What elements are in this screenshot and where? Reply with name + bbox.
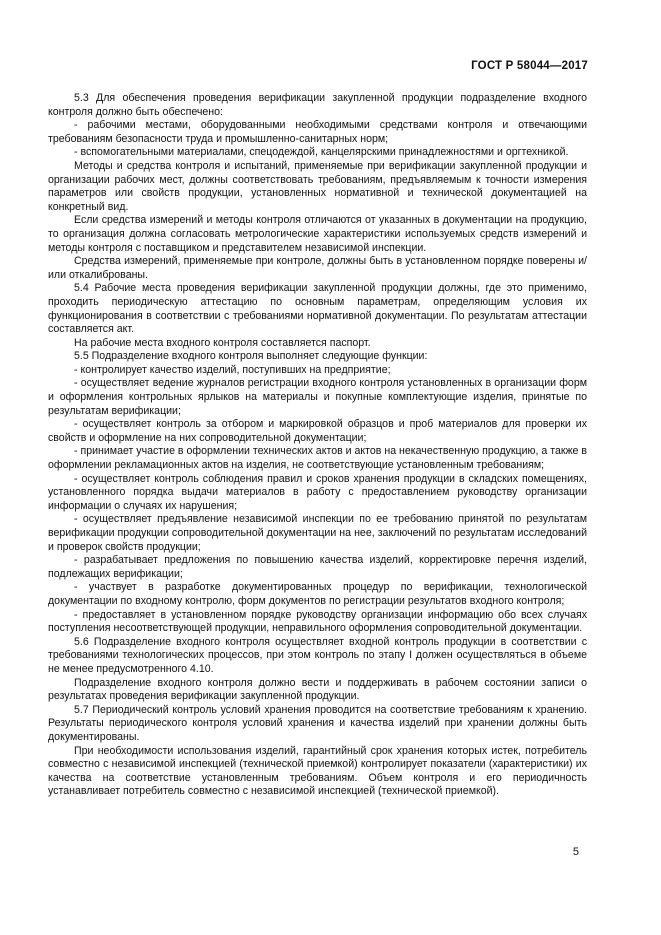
paragraph: При необходимости использования изделий, гарантийный срок хранения которых истек, потребитель совместно с независимой инспекцией (технической приемкой) контролирует показатели (характеристики) их качества на соответствие установленным требованиям. Объем контроля и его периодичность устанавливает потребитель совместно с независимой инспекцией (технической приемкой). bbox=[48, 744, 587, 798]
document-body bbox=[48, 92, 587, 799]
list-item: - контролирует качество изделий, поступивших на предприятие; bbox=[74, 363, 391, 376]
paragraph: 5.5 Подразделение входного контроля выполняет следующие функции: bbox=[74, 350, 428, 363]
list-item: - вспомогательными материалами, спецодеждой, канцелярскими принадлежностями и оргтехникой. bbox=[74, 146, 569, 159]
list-item: - осуществляет контроль за отбором и маркировкой образцов и проб материалов для проверки их свойств и оформление на них сопроводительной документации; bbox=[48, 418, 587, 444]
list-item: - осуществляет ведение журналов регистрации входного контроля установленных в организации форм и оформления контрольных ярлыков на материалы и покупные комплектующие изделия, принятые по результатам верификации; bbox=[48, 377, 587, 417]
paragraph: 5.7 Периодический контроль условий хранения проводится на соответствие требованиям к хранению. Результаты периодического контроля условий хранения и качества изделий при хранении должны быть документированы. bbox=[48, 703, 587, 743]
list-item: - участвует в разработке документированных процедур по верификации, технологической документации по входному контролю, форм документов по регистрации результатов входного контроля; bbox=[48, 581, 587, 607]
list-item: - принимает участие в оформлении технических актов и актов на некачественную продукцию, а также в оформлении рекламационных актов на изделия, не соответствующие установленным требованиям; bbox=[48, 445, 588, 472]
paragraph: 5.4 Рабочие места проведения верификации закупленной продукции должны, где это применимо, проходить периодическую аттестацию по основным параметрам, определяющим условия их функционирования в соответствии с требованиями нормативной документации. По результатам аттестации составляется акт. bbox=[48, 282, 587, 336]
paragraph: 5.6 Подразделение входного контроля осуществляет входной контроль продукции в соответствии с требованиями технологических процессов, при этом контроль по этапу I должен осуществляться в объеме не менее предусмотренного 4.10. bbox=[48, 635, 587, 675]
page-number: 5 bbox=[572, 846, 579, 858]
list-item: - осуществляет контроль соблюдения правил и сроков хранения продукции в складских помещениях, установленного порядка выдачи материалов в работу с предоставлением руководству организации информации о случаях их нарушения; bbox=[48, 472, 587, 512]
list-item: - осуществляет предъявление независимой инспекции по ее требованию принятой по результатам верификации продукции сопроводительной документации на нее, заключений по результатам исследований и проверок свойств продукции; bbox=[48, 513, 587, 553]
paragraph: Если средства измерений и методы контроля отличаются от указанных в документации на продукцию, то организация должна согласовать метрологические характеристики используемых средств измерений и методы контроля с поставщиком и представителем независимой инспекции. bbox=[48, 214, 587, 254]
paragraph: Методы и средства контроля и испытаний, применяемые при верификации закупленной продукции и организации рабочих мест, должны соответствовать требованиям, предъявляемым к точности измерения параметров или свойств продукции, установленных нормативной и технической документацией на конкретный вид. bbox=[48, 159, 587, 213]
paragraph: На рабочие места входного контроля составляется паспорт. bbox=[74, 336, 371, 349]
paragraph: Средства измерений, применяемые при контроле, должны быть в установленном порядке поверены и/или откалиброваны. bbox=[48, 255, 587, 281]
list-item: - рабочими местами, оборудованными необходимыми средствами контроля и отвечающими требованиям безопасности труда и промышленно-санитарных норм; bbox=[48, 119, 587, 145]
list-item: - предоставляет в установленном порядке руководству организации информацию обо всех случаях поступления несоответствующей продукции, неправильного оформления сопроводительной документации. bbox=[48, 608, 587, 635]
paragraph: Подразделение входного контроля должно вести и поддерживать в рабочем состоянии записи о результатах проведения верификации закупленной продукции. bbox=[48, 676, 587, 703]
list-item: - разрабатывает предложения по повышению качества изделий, корректировке перечня изделий, подлежащих верификации; bbox=[48, 554, 587, 580]
standard-code-header: ГОСТ Р 58044—2017 bbox=[471, 60, 588, 72]
paragraph: 5.3 Для обеспечения проведения верификации закупленной продукции подразделение входного контроля должно быть обеспечено: bbox=[48, 92, 587, 118]
